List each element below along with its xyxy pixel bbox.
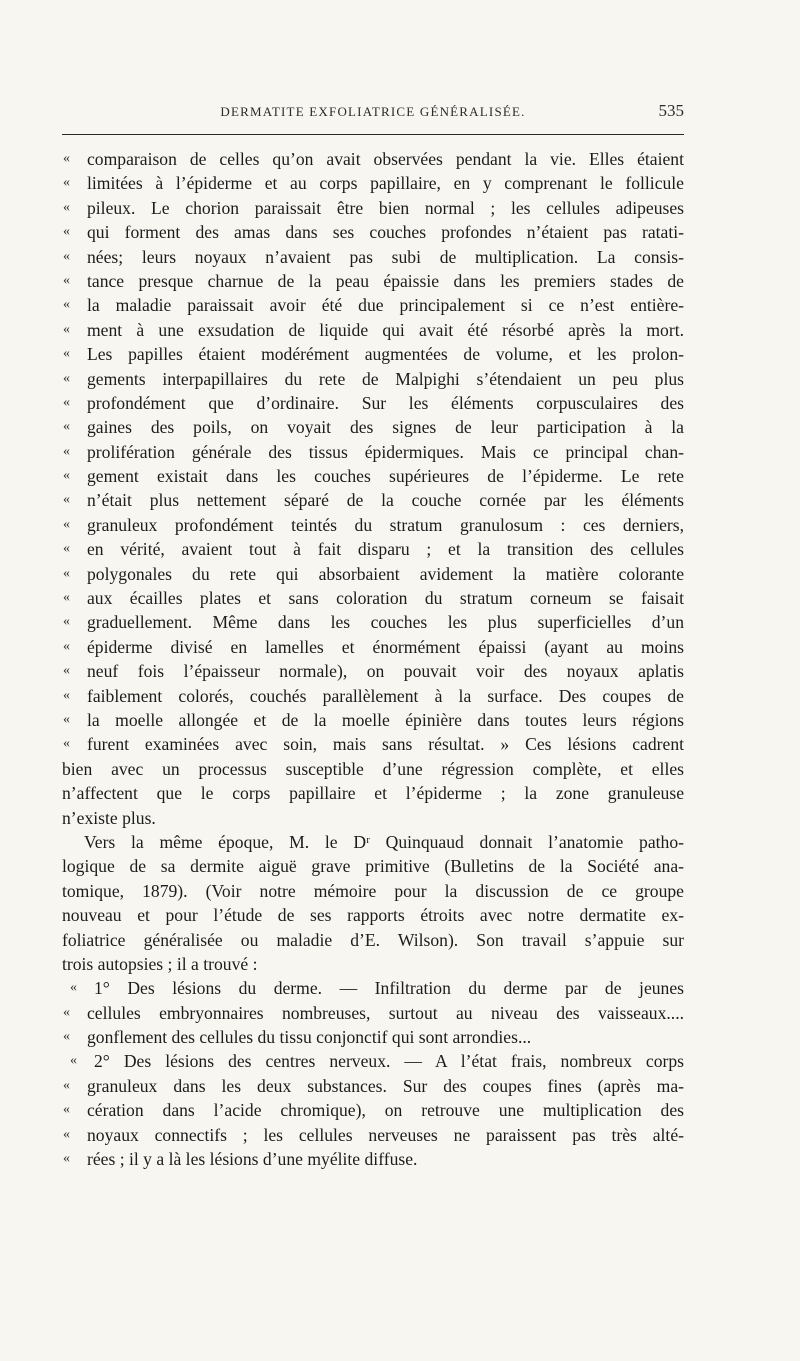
text-line: « granuleux dans les deux substances. Sur des coupes fines (après ma- — [62, 1074, 684, 1098]
text-line: « n’était plus nettement séparé de la couche cornée par les éléments — [62, 488, 684, 512]
text-line: « nées; leurs noyaux n’avaient pas subi de multiplication. La consis- — [62, 245, 684, 269]
body-text — [62, 147, 684, 1171]
text-line: trois autopsies ; il a trouvé : — [62, 953, 258, 974]
text-line: « neuf fois l’épaisseur normale), on pouvait voir des noyaux aplatis — [62, 659, 684, 683]
text-line: « la moelle allongée et de la moelle épinière dans toutes leurs régions — [62, 708, 684, 732]
text-line: « profondément que d’ordinaire. Sur les éléments corpusculaires des — [62, 391, 684, 415]
text-line: nouveau et pour l’étude de ses rapports étroits avec notre dermatite ex- — [62, 905, 684, 926]
text-line: « la maladie paraissait avoir été due principalement si ce n’est entière- — [62, 293, 684, 317]
text-line: « 2° Des lésions des centres nerveux. — A l’état frais, nombreux corps — [62, 1049, 684, 1073]
text-line: « aux écailles plates et sans coloration du stratum corneum se faisait — [62, 586, 684, 610]
text-line: « rées ; il y a là les lésions d’une myélite diffuse. — [62, 1147, 684, 1171]
text-line: n’affectent que le corps papillaire et l’épiderme ; la zone granuleuse — [62, 783, 684, 804]
text-line: « granuleux profondément teintés du stratum granulosum : ces derniers, — [62, 513, 684, 537]
text-line: « gaines des poils, on voyait des signes de leur participation à la — [62, 415, 684, 439]
text-line: Vers la même époque, M. le Dʳ Quinquaud donnait l’anatomie patho- — [84, 831, 684, 852]
text-line: « furent examinées avec soin, mais sans résultat. » Ces lésions cadrent — [62, 732, 684, 756]
text-line: bien avec un processus susceptible d’une régression complète, et elles — [62, 758, 684, 779]
text-line: « qui forment des amas dans ses couches profondes n’étaient pas ratati- — [62, 220, 684, 244]
text-line: n’existe plus. — [62, 807, 156, 828]
text-line: « gonflement des cellules du tissu conjonctif qui sont arrondies... — [62, 1025, 684, 1049]
page-number: 535 — [658, 101, 684, 120]
text-line: « limitées à l’épiderme et au corps papillaire, en y comprenant le follicule — [62, 171, 684, 195]
text-line: tomique, 1879). (Voir notre mémoire pour la discussion de ce groupe — [62, 880, 684, 901]
header-rule — [62, 134, 684, 135]
text-line: logique de sa dermite aiguë grave primitive (Bulletins de la Société ana- — [62, 856, 684, 877]
text-line: « tance presque charnue de la peau épaissie dans les premiers stades de — [62, 269, 684, 293]
text-line: « pileux. Le chorion paraissait être bien normal ; les cellules adipeuses — [62, 196, 684, 220]
text-line: « 1° Des lésions du derme. — Infiltration du derme par de jeunes — [62, 976, 684, 1000]
text-line: « graduellement. Même dans les couches les plus superficielles d’un — [62, 610, 684, 634]
text-line: « polygonales du rete qui absorbaient avidement la matière colorante — [62, 562, 684, 586]
text-line: « noyaux connectifs ; les cellules nerveuses ne paraissent pas très alté- — [62, 1123, 684, 1147]
text-line: « en vérité, avaient tout à fait disparu ; et la transition des cellules — [62, 537, 684, 561]
text-line: foliatrice généralisée ou maladie d’E. Wilson). Son travail s’appuie sur — [62, 929, 684, 950]
text-line: « ment à une exsudation de liquide qui avait été résorbé après la mort. — [62, 318, 684, 342]
text-line: « cellules embryonnaires nombreuses, surtout au niveau des vaisseaux.... — [62, 1001, 684, 1025]
text-line: « prolifération générale des tissus épidermiques. Mais ce principal chan- — [62, 440, 684, 464]
text-line: « gement existait dans les couches supérieures de l’épiderme. Le rete — [62, 464, 684, 488]
text-line: « épiderme divisé en lamelles et énormément épaissi (ayant au moins — [62, 635, 684, 659]
text-line: « faiblement colorés, couchés parallèlement à la surface. Des coupes de — [62, 684, 684, 708]
running-title: DERMATITE EXFOLIATRICE GÉNÉRALISÉE. — [220, 104, 526, 119]
text-line: « Les papilles étaient modérément augmentées de volume, et les prolon- — [62, 342, 684, 366]
text-line: « comparaison de celles qu’on avait observées pendant la vie. Elles étaient — [62, 147, 684, 171]
running-head — [62, 101, 684, 126]
text-line: « cération dans l’acide chromique), on retrouve une multiplication des — [62, 1098, 684, 1122]
text-line: « gements interpapillaires du rete de Malpighi s’étendaient un peu plus — [62, 367, 684, 391]
